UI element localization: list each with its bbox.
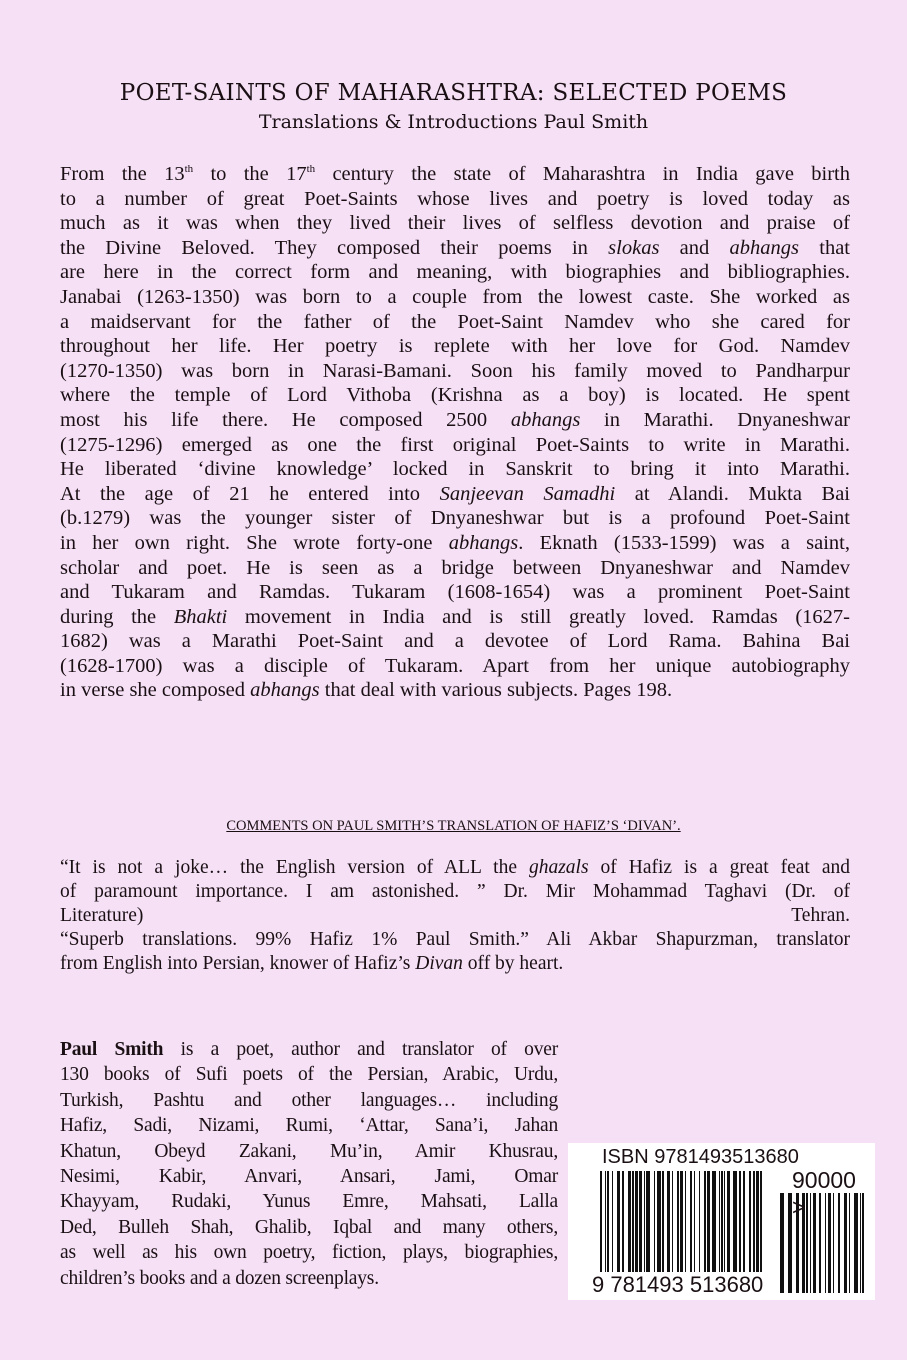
text-segment: th [184, 163, 194, 175]
text-segment: (1628-1700) was a disciple of Tukaram. Apart from her unique autobiography [60, 654, 850, 677]
text-segment: that [799, 236, 850, 259]
text-segment: Hafiz, Sadi, Nizami, Rumi, ‘Attar, Sana’i, Jahan [60, 1115, 558, 1137]
text-segment: Paul Smith [60, 1039, 164, 1060]
text-line [60, 1139, 558, 1164]
text-segment: (1270-1350) was born in Narasi-Bamani. Soon his family moved to Pandharpur [60, 359, 850, 382]
text-segment: Bhakti [173, 605, 228, 628]
text-line [60, 1240, 558, 1265]
text-segment: slokas [608, 236, 660, 259]
text-segment: (1275-1296) emerged as one the first original Poet-Saints to write in Marathi. [60, 433, 850, 456]
text-segment: to a number of great Poet-Saints whose lives and poetry is loved today as [60, 187, 850, 210]
isbn-barcode [568, 1143, 875, 1300]
text-segment: in her own right. She wrote forty-one [60, 531, 449, 554]
text-segment: . Eknath (1533-1599) was a saint, [518, 531, 850, 554]
text-line [60, 359, 850, 384]
price-addon: 90000 > [792, 1167, 856, 1220]
text-segment: Literature) Tehran. [60, 905, 850, 926]
text-segment: where the temple of Lord Vithoba (Krishna as a boy) is located. He spent [60, 384, 850, 407]
text-segment: that deal with various subjects. Pages 198. [319, 679, 673, 702]
text-segment: Divan [415, 953, 463, 974]
text-line [60, 1088, 558, 1113]
text-line [60, 334, 850, 359]
text-segment: at Alandi. Mukta Bai [615, 482, 850, 505]
text-segment: century the state of Maharashtra in India gave birth [315, 163, 851, 185]
text-line [60, 1266, 558, 1291]
text-segment: Khayyam, Rudaki, Yunus Emre, Mahsati, Lalla [60, 1191, 558, 1213]
text-segment: Khatun, Obeyd Zakani, Mu’in, Amir Khusrau, [60, 1140, 558, 1162]
text-segment: to the 17 [193, 163, 307, 185]
text-line [60, 1215, 558, 1240]
text-segment: as well as his own poetry, fiction, plays, biographies, [60, 1242, 558, 1264]
text-line [60, 1189, 558, 1214]
text-segment: “Superb translations. 99% Hafiz 1% Paul Smith.” Ali Akbar Shapurzman, translator [60, 929, 850, 950]
text-segment: of Hafiz is a great feat and [588, 857, 850, 878]
text-segment: (b.1279) was the younger sister of Dnyaneshwar but is a profound Poet-Saint [60, 507, 850, 530]
text-line [60, 654, 850, 679]
text-segment: th [306, 163, 316, 175]
text-line [60, 236, 850, 261]
text-segment: “It is not a joke… the English version of ALL the [60, 857, 529, 878]
text-line [60, 506, 850, 531]
text-segment: the Divine Beloved. They composed their poems in [60, 236, 609, 259]
text-line [60, 285, 850, 310]
text-segment: is a poet, author and translator of over [163, 1039, 558, 1060]
text-segment: from English into Persian, knower of Hafiz’s [60, 953, 416, 974]
text-line [60, 629, 850, 654]
text-segment: and [659, 236, 730, 259]
text-line [60, 1113, 558, 1138]
text-line [60, 928, 850, 952]
text-segment: abhangs [510, 408, 581, 431]
text-line [60, 162, 850, 187]
description [60, 162, 850, 703]
text-segment: during the [60, 605, 174, 628]
text-line [60, 880, 850, 904]
text-line [60, 952, 850, 976]
text-line [60, 605, 850, 630]
text-segment: ghazals [528, 857, 589, 878]
text-line [60, 211, 850, 236]
comments-caption: COMMENTS ON PAUL SMITH’S TRANSLATION OF HAFIZ’S ‘DIVAN’. [226, 818, 681, 834]
text-segment: Turkish, Pashtu and other languages… including [60, 1089, 558, 1111]
text-line [60, 1037, 558, 1062]
text-segment: Sanjeevan Samadhi [439, 482, 616, 505]
text-line [60, 1062, 558, 1087]
author-bio [60, 1037, 558, 1291]
isbn-label: ISBN 9781493513680 [602, 1146, 799, 1168]
text-segment: are here in the correct form and meaning, with biographies and bibliographies. [60, 261, 850, 284]
text-segment: abhangs [250, 679, 320, 702]
text-segment: and Tukaram and Ramdas. Tukaram (1608-1654) was a prominent Poet-Saint [60, 581, 850, 604]
text-segment: most his life there. He composed 2500 [60, 408, 511, 431]
text-segment: in Marathi. Dnyaneshwar [580, 408, 850, 431]
text-segment: children’s books and a dozen screenplays. [60, 1267, 379, 1289]
text-segment: abhangs [448, 531, 519, 554]
text-segment: 130 books of Sufi poets of the Persian, Arabic, Urdu, [60, 1064, 558, 1086]
text-line [60, 310, 850, 335]
text-line [60, 856, 850, 880]
text-segment: off by heart. [462, 953, 564, 974]
text-segment: scholar and poet. He is seen as a bridge between Dnyaneshwar and Namdev [60, 556, 850, 579]
text-line [60, 433, 850, 458]
text-segment: much as it was when they lived their lives of selfless devotion and praise of [60, 212, 850, 235]
text-line [60, 580, 850, 605]
text-line [60, 408, 850, 433]
text-segment: He liberated ‘divine knowledge’ locked in Sanskrit to bring it into Marathi. [60, 458, 850, 481]
text-line [60, 531, 850, 556]
barcode-bar [780, 1193, 784, 1293]
text-line [60, 1164, 558, 1189]
text-line [60, 678, 850, 703]
book-title: POET-SAINTS OF MAHARASHTRA: SELECTED POEMS [119, 80, 788, 106]
text-line [60, 556, 850, 581]
text-line [60, 482, 850, 507]
text-segment: in verse she composed [60, 679, 251, 702]
text-segment: throughout her life. Her poetry is replete with her love for God. Namdev [60, 335, 850, 358]
text-segment: From the 13 [60, 163, 185, 185]
book-subtitle: Translations & Introductions Paul Smith [258, 111, 649, 133]
text-segment: At the age of 21 he entered into [60, 482, 440, 505]
text-line [60, 187, 850, 212]
review-quotes [60, 856, 850, 976]
text-segment: Ded, Bulleh Shah, Ghalib, Iqbal and many others, [60, 1216, 558, 1238]
text-segment: Janabai (1263-1350) was born to a couple from the lowest caste. She worked as [60, 285, 850, 308]
text-segment: abhangs [729, 236, 799, 259]
barcode-digits: 9 781493 513680 [592, 1272, 764, 1297]
text-line [60, 383, 850, 408]
text-segment: movement in India and is still greatly loved. Ramdas (1627- [227, 605, 850, 628]
text-segment: 1682) was a Marathi Poet-Saint and a devotee of Lord Rama. Bahina Bai [60, 630, 850, 653]
text-line [60, 904, 850, 928]
text-line [60, 457, 850, 482]
text-segment: of paramount importance. I am astonished. ” Dr. Mir Mohammad Taghavi (Dr. of [60, 881, 850, 902]
text-line [60, 260, 850, 285]
text-segment: Nesimi, Kabir, Anvari, Ansari, Jami, Omar [60, 1165, 558, 1187]
text-segment: a maidservant for the father of the Poet-Saint Namdev who she cared for [60, 310, 850, 333]
